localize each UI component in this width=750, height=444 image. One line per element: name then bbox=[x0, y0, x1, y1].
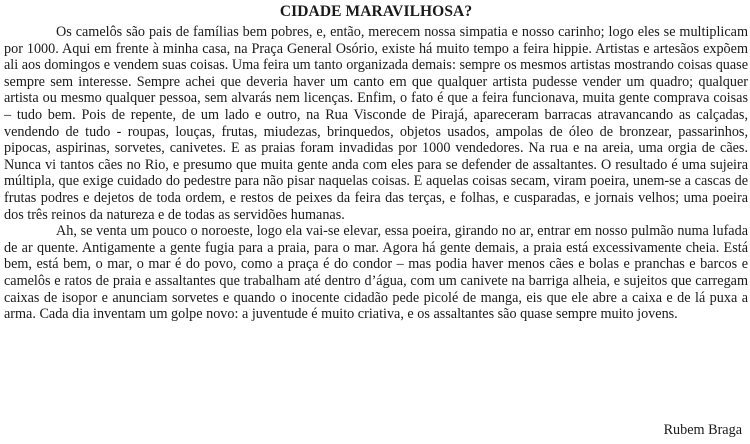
body-paragraph-2: Ah, se venta um pouco o noroeste, logo ela vai-se elevar, essa poeira, girando no ar, entrar em nosso pulmão numa lufada de ar quente. Antigamente a gente fugia para a praia, para o mar. Agora há gente demais, a praia está excessivamente cheia. Está bem, está bem, o mar, o mar é do povo, como a praça é do condor – mas podia haver menos cães e bolas e pranchas e barcos e camelôs e ratos de praia e assaltantes que trabalham até dentro d’água, com um canivete na barriga alheia, e sujeitos que carregam caixas de isopor e anunciam sorvetes e quando o inocente cidadão pede picolé de manga, eis que ele abre a caixa e de lá puxa a arma. Cada dia inventam um golpe novo: a juventude é muito criativa, e os assaltantes são quase sempre muito jovens. bbox=[4, 223, 748, 323]
document-page bbox=[4, 0, 748, 444]
body-paragraph-1: Os camelôs são pais de famílias bem pobres, e, então, merecem nossa simpatia e nosso carinho; logo eles se multiplicam por 1000. Aqui em frente à minha casa, na Praça General Osório, existe há muito tempo a feira hippie. Artistas e artesãos expõem ali aos domingos e vendem suas coisas. Uma feira um tanto organizada demais: sempre os mesmos artistas mostrando coisas quase sempre sem interesse. Sempre achei que deveria haver um canto em que qualquer artista pudesse vender um quadro; qualquer artista ou mesmo qualquer pessoa, sem alvarás nem licenças. Enfim, o fato é que a feira funcionava, muita gente comprava coisas – tudo bem. Pois de repente, de um lado e outro, na Rua Visconde de Pirajá, apareceram barracas atravancando as calçadas, vendendo de tudo - roupas, louças, frutas, miudezas, brinquedos, objetos usados, ampolas de óleo de bronzear, passarinhos, pipocas, aspirinas, sorvetes, canivetes. E as praias foram invadidas por 1000 vendedores. Na rua e na areia, uma orgia de cães. Nunca vi tantos cães no Rio, e presumo que muita gente anda com eles para se defender de assaltantes. O resultado é uma sujeira múltipla, que exige cuidado do pedestre para não pisar naquelas coisas. E aquelas coisas secam, viram poeira, unem-se a cascas de frutas podres e dejetos de toda ordem, e restos de peixes da feira das terças, e folhas, e cusparadas, e jornais velhos; uma poeira dos três reinos da natureza e de todas as servidões humanas. bbox=[4, 24, 748, 223]
document-title: CIDADE MARAVILHOSA? bbox=[279, 3, 473, 20]
author-signature: Rubem Braga bbox=[663, 422, 742, 438]
